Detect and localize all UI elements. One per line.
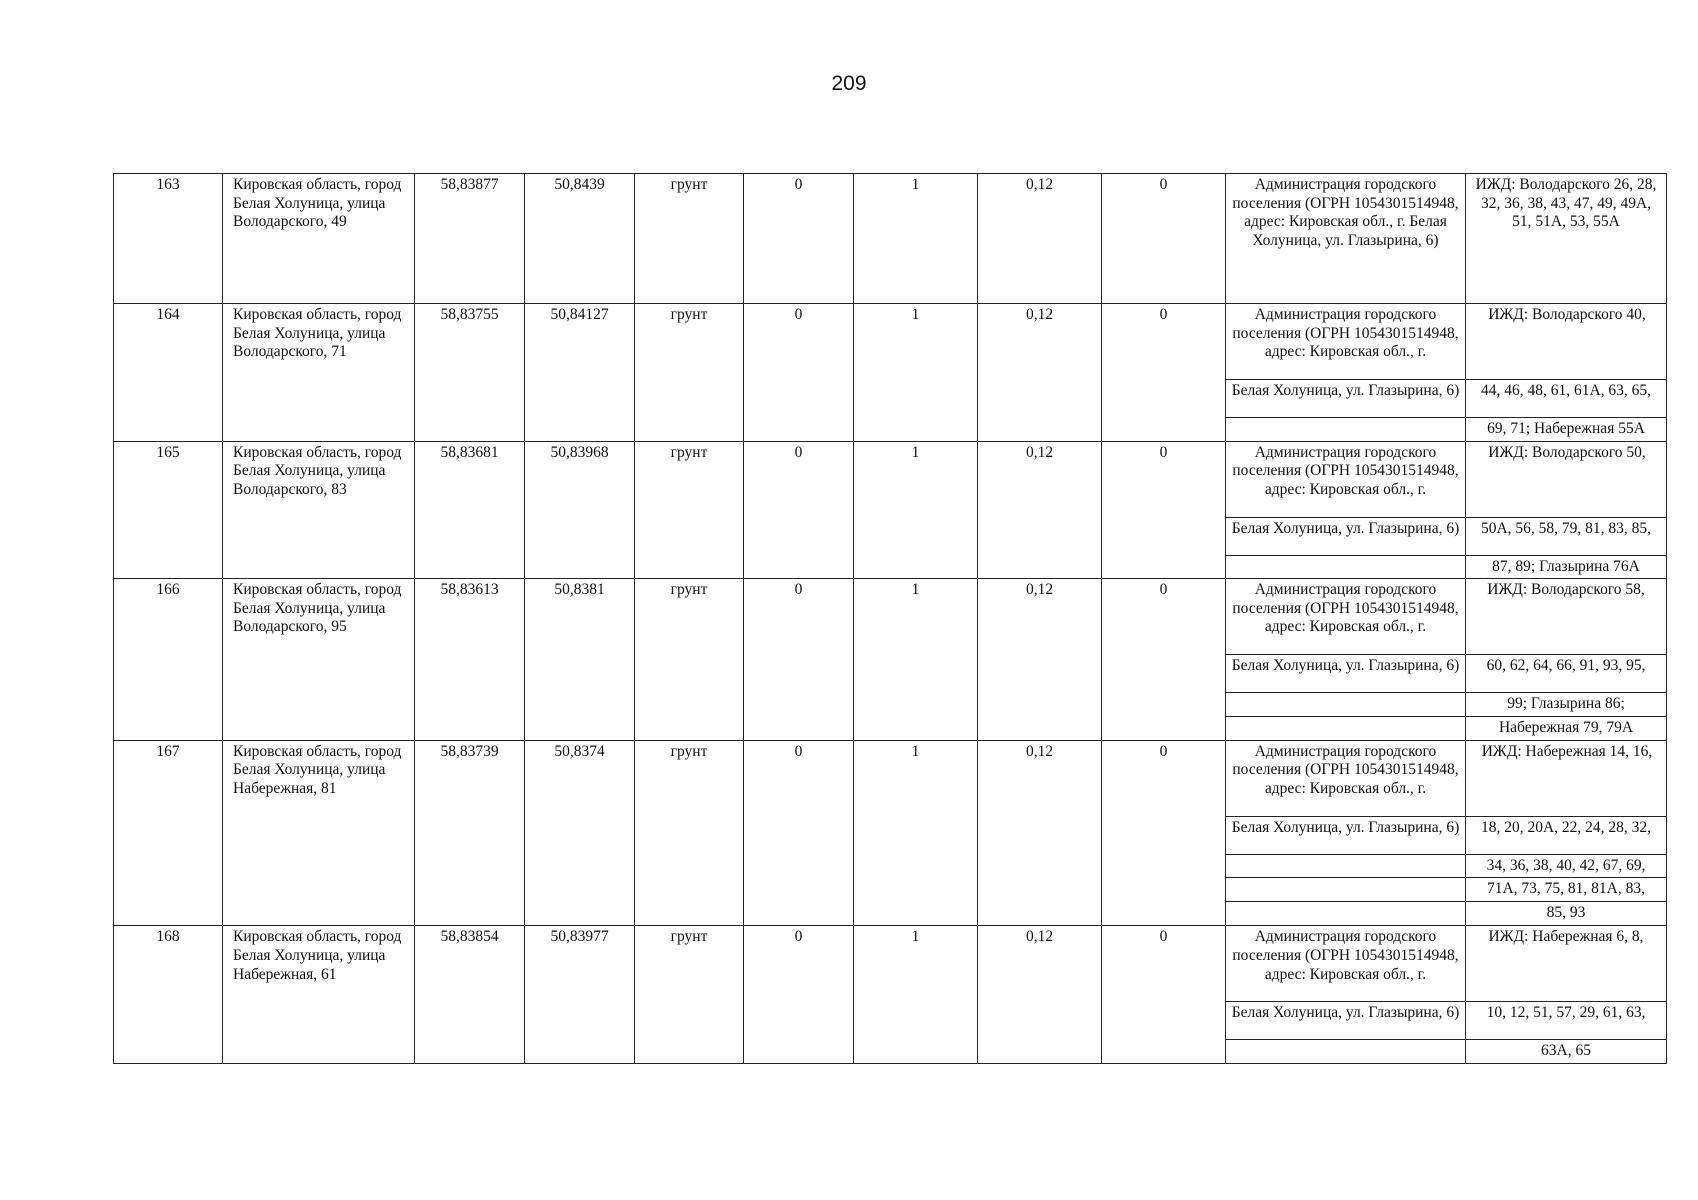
count-4: 0 (1102, 304, 1226, 442)
count-4: 0 (1102, 579, 1226, 741)
location-address: Кировская область, город Белая Холуница, улица Володарского, 83 (223, 441, 415, 579)
registry-table (113, 173, 1667, 1064)
owner-cell (1226, 716, 1466, 740)
area-value: 0,12 (978, 579, 1102, 741)
count-4: 0 (1102, 740, 1226, 926)
served-buildings-cell: ИЖД: Володарского 26, 28, 32, 36, 38, 43, 47, 49, 49А, 51, 51А, 53, 55А (1466, 174, 1667, 304)
owner-cell: Администрация городского поселения (ОГРН 1054301514948, адрес: Кировская обл., г. (1226, 740, 1466, 816)
owner-cell: Белая Холуница, ул. Глазырина, 6) (1226, 1002, 1466, 1040)
location-address: Кировская область, город Белая Холуница, улица Набережная, 61 (223, 926, 415, 1064)
location-address: Кировская область, город Белая Холуница, улица Набережная, 81 (223, 740, 415, 926)
count-4: 0 (1102, 174, 1226, 304)
owner-cell: Администрация городского поселения (ОГРН 1054301514948, адрес: Кировская обл., г. (1226, 926, 1466, 1002)
count-2: 1 (854, 174, 978, 304)
served-buildings-cell: ИЖД: Володарского 58, (1466, 579, 1667, 655)
count-1: 0 (744, 441, 854, 579)
owner-cell: Белая Холуница, ул. Глазырина, 6) (1226, 517, 1466, 555)
surface-type: грунт (635, 174, 744, 304)
surface-type: грунт (635, 441, 744, 579)
area-value: 0,12 (978, 304, 1102, 442)
owner-cell (1226, 693, 1466, 717)
table-row (114, 174, 1667, 304)
owner-cell (1226, 555, 1466, 579)
owner-cell (1226, 854, 1466, 878)
served-buildings-cell: 60, 62, 64, 66, 91, 93, 95, (1466, 655, 1667, 693)
surface-type: грунт (635, 304, 744, 442)
latitude: 58,83877 (415, 174, 525, 304)
owner-cell: Администрация городского поселения (ОГРН 1054301514948, адрес: Кировская обл., г. Белая Холуница, ул. Глазырина, 6) (1226, 174, 1466, 304)
served-buildings-cell: 10, 12, 51, 57, 29, 61, 63, (1466, 1002, 1667, 1040)
longitude: 50,8439 (525, 174, 635, 304)
surface-type: грунт (635, 926, 744, 1064)
longitude: 50,84127 (525, 304, 635, 442)
count-1: 0 (744, 174, 854, 304)
count-2: 1 (854, 740, 978, 926)
table-row (114, 579, 1667, 655)
count-2: 1 (854, 304, 978, 442)
served-buildings-cell: ИЖД: Володарского 50, (1466, 441, 1667, 517)
owner-cell (1226, 1040, 1466, 1064)
owner-cell: Администрация городского поселения (ОГРН 1054301514948, адрес: Кировская обл., г. (1226, 579, 1466, 655)
table-row (114, 740, 1667, 816)
count-1: 0 (744, 304, 854, 442)
served-buildings-cell: Набережная 79, 79А (1466, 716, 1667, 740)
count-4: 0 (1102, 926, 1226, 1064)
owner-cell (1226, 902, 1466, 926)
area-value: 0,12 (978, 740, 1102, 926)
served-buildings-cell: 50А, 56, 58, 79, 81, 83, 85, (1466, 517, 1667, 555)
record-number: 164 (114, 304, 223, 442)
served-buildings-cell: 63А, 65 (1466, 1040, 1667, 1064)
record-number: 165 (114, 441, 223, 579)
count-4: 0 (1102, 441, 1226, 579)
served-buildings-cell: 18, 20, 20А, 22, 24, 28, 32, (1466, 816, 1667, 854)
latitude: 58,83755 (415, 304, 525, 442)
surface-type: грунт (635, 740, 744, 926)
area-value: 0,12 (978, 174, 1102, 304)
owner-cell: Белая Холуница, ул. Глазырина, 6) (1226, 816, 1466, 854)
served-buildings-cell: 44, 46, 48, 61, 61А, 63, 65, (1466, 380, 1667, 418)
longitude: 50,83968 (525, 441, 635, 579)
location-address: Кировская область, город Белая Холуница, улица Володарского, 71 (223, 304, 415, 442)
location-address: Кировская область, город Белая Холуница, улица Володарского, 95 (223, 579, 415, 741)
served-buildings-cell: ИЖД: Набережная 6, 8, (1466, 926, 1667, 1002)
area-value: 0,12 (978, 441, 1102, 579)
served-buildings-cell: 85, 93 (1466, 902, 1667, 926)
served-buildings-cell: 87, 89; Глазырина 76А (1466, 555, 1667, 579)
longitude: 50,8381 (525, 579, 635, 741)
owner-cell (1226, 878, 1466, 902)
count-2: 1 (854, 926, 978, 1064)
served-buildings-cell: ИЖД: Володарского 40, (1466, 304, 1667, 380)
owner-cell: Администрация городского поселения (ОГРН 1054301514948, адрес: Кировская обл., г. (1226, 441, 1466, 517)
served-buildings-cell: 69, 71; Набережная 55А (1466, 418, 1667, 442)
table-row (114, 304, 1667, 380)
table-row (114, 441, 1667, 517)
count-2: 1 (854, 579, 978, 741)
served-buildings-cell: 71А, 73, 75, 81, 81А, 83, (1466, 878, 1667, 902)
owner-cell: Администрация городского поселения (ОГРН 1054301514948, адрес: Кировская обл., г. (1226, 304, 1466, 380)
owner-cell: Белая Холуница, ул. Глазырина, 6) (1226, 655, 1466, 693)
record-number: 163 (114, 174, 223, 304)
longitude: 50,83977 (525, 926, 635, 1064)
count-2: 1 (854, 441, 978, 579)
table-row (114, 926, 1667, 1002)
count-1: 0 (744, 740, 854, 926)
longitude: 50,8374 (525, 740, 635, 926)
served-buildings-cell: 34, 36, 38, 40, 42, 67, 69, (1466, 854, 1667, 878)
surface-type: грунт (635, 579, 744, 741)
area-value: 0,12 (978, 926, 1102, 1064)
page-number: 209 (831, 72, 867, 95)
count-1: 0 (744, 579, 854, 741)
served-buildings-cell: 99; Глазырина 86; (1466, 693, 1667, 717)
latitude: 58,83739 (415, 740, 525, 926)
owner-cell: Белая Холуница, ул. Глазырина, 6) (1226, 380, 1466, 418)
record-number: 167 (114, 740, 223, 926)
owner-cell (1226, 418, 1466, 442)
latitude: 58,83854 (415, 926, 525, 1064)
record-number: 168 (114, 926, 223, 1064)
location-address: Кировская область, город Белая Холуница, улица Володарского, 49 (223, 174, 415, 304)
latitude: 58,83681 (415, 441, 525, 579)
record-number: 166 (114, 579, 223, 741)
served-buildings-cell: ИЖД: Набережная 14, 16, (1466, 740, 1667, 816)
count-1: 0 (744, 926, 854, 1064)
latitude: 58,83613 (415, 579, 525, 741)
